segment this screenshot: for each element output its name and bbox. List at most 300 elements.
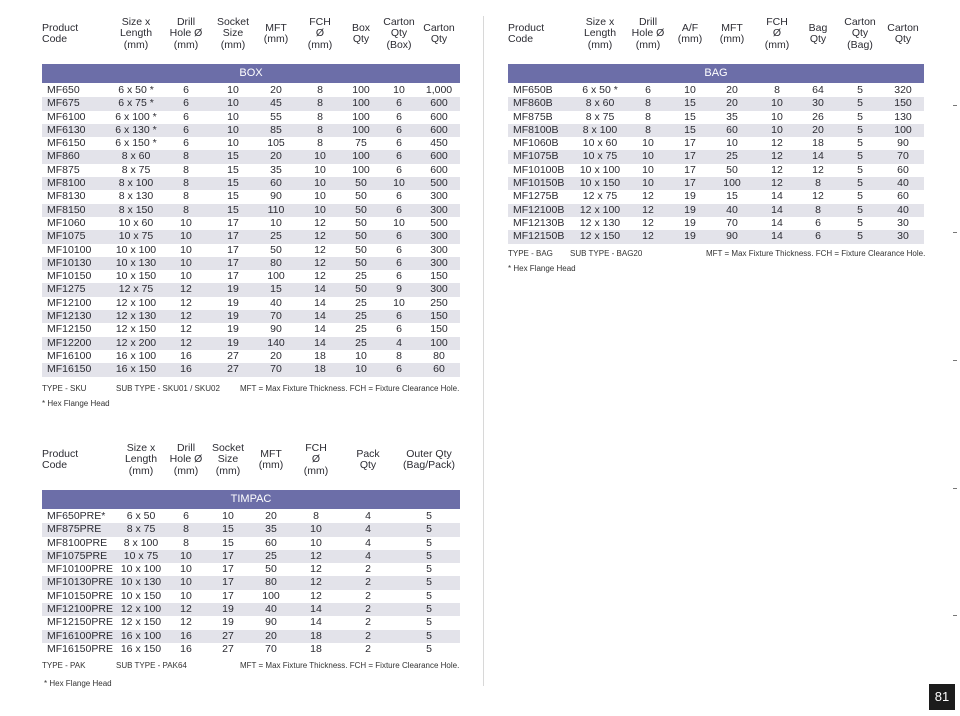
bag-table-cell: 12 x 130 — [576, 217, 624, 230]
box-table-cell: 8 — [160, 164, 212, 177]
box-product-code-cell: MF8150 — [42, 204, 112, 217]
timpac-table-row — [42, 643, 460, 656]
box-table-cell: 18 — [298, 363, 342, 376]
box-table-row — [42, 164, 460, 177]
timpac-table — [42, 510, 460, 656]
timpac-table-cell: 12 — [164, 616, 208, 629]
bag-table-cell: 8 — [624, 124, 672, 137]
timpac-table-cell: 6 x 50 — [118, 510, 164, 523]
bag-table-cell: 60 — [882, 164, 924, 177]
bag-table-cell: 5 — [838, 137, 882, 150]
box-table-cell: 250 — [418, 297, 460, 310]
box-table-cell: 6 — [380, 150, 418, 163]
timpac-table-cell: 27 — [208, 630, 248, 643]
box-table-row — [42, 350, 460, 363]
box-table-cell: 8 — [298, 137, 342, 150]
bag-table-cell: 10 x 100 — [576, 164, 624, 177]
bag-table-cell: 6 — [798, 217, 838, 230]
box-table-cell: 12 — [160, 283, 212, 296]
box-table-cell: 8 x 100 — [112, 177, 160, 190]
box-table-cell: 100 — [418, 337, 460, 350]
box-table-row — [42, 111, 460, 124]
box-table-cell: 100 — [342, 111, 380, 124]
box-table-cell: 10 — [160, 270, 212, 283]
box-table-cell: 19 — [212, 283, 254, 296]
box-table-cell: 300 — [418, 230, 460, 243]
box-table-cell: 55 — [254, 111, 298, 124]
box-table-cell: 10 — [298, 164, 342, 177]
timpac-table-cell: 8 x 100 — [118, 537, 164, 550]
box-hex-note: * Hex Flange Head — [42, 399, 110, 408]
box-table-row — [42, 204, 460, 217]
box-product-code-cell: MF1075 — [42, 230, 112, 243]
box-table-cell: 18 — [298, 350, 342, 363]
timpac-product-code-cell: MF875PRE — [42, 523, 118, 536]
timpac-header-socket-size: Socket Size (mm) — [211, 441, 245, 477]
bag-table-cell: 14 — [798, 150, 838, 163]
box-table-cell: 19 — [212, 297, 254, 310]
box-table-cell: 12 x 130 — [112, 310, 160, 323]
bag-header-af: A/F (mm) — [677, 21, 703, 45]
box-table-cell: 50 — [342, 283, 380, 296]
box-product-code-cell: MF10150 — [42, 270, 112, 283]
bag-table-cell: 10 x 75 — [576, 150, 624, 163]
box-table-cell: 600 — [418, 164, 460, 177]
bag-table-row — [508, 111, 924, 124]
box-table-cell: 6 — [380, 137, 418, 150]
bag-table-cell: 19 — [672, 230, 708, 243]
bag-table-cell: 10 — [708, 137, 756, 150]
box-product-code-cell: MF860 — [42, 150, 112, 163]
box-table-cell: 25 — [342, 337, 380, 350]
bag-table-cell: 70 — [882, 150, 924, 163]
timpac-table-cell: 5 — [398, 576, 460, 589]
box-table-cell: 500 — [418, 217, 460, 230]
timpac-table-cell: 5 — [398, 616, 460, 629]
timpac-table-cell: 5 — [398, 510, 460, 523]
bag-table-cell: 100 — [708, 177, 756, 190]
bag-table-cell: 5 — [838, 84, 882, 97]
box-table-cell: 10 — [160, 244, 212, 257]
box-table-cell: 50 — [254, 244, 298, 257]
box-table-cell: 27 — [212, 350, 254, 363]
box-table-cell: 17 — [212, 257, 254, 270]
bag-table-cell: 5 — [838, 97, 882, 110]
bag-table-cell: 5 — [838, 230, 882, 243]
timpac-table-cell: 60 — [248, 537, 294, 550]
bag-table-cell: 8 x 75 — [576, 111, 624, 124]
box-table-cell: 8 x 130 — [112, 190, 160, 203]
bag-table-cell: 12 x 100 — [576, 204, 624, 217]
timpac-table-cell: 4 — [338, 537, 398, 550]
box-table-cell: 10 — [160, 257, 212, 270]
box-table-cell: 6 — [380, 363, 418, 376]
box-table-cell: 10 — [380, 297, 418, 310]
box-table-cell: 10 — [212, 124, 254, 137]
edge-tick — [953, 488, 957, 489]
column-divider — [483, 16, 484, 686]
bag-table-cell: 26 — [798, 111, 838, 124]
box-table-cell: 17 — [212, 230, 254, 243]
box-table-cell: 10 x 100 — [112, 244, 160, 257]
timpac-table-cell: 5 — [398, 603, 460, 616]
timpac-table-cell: 20 — [248, 630, 294, 643]
bag-table-cell: 15 — [708, 190, 756, 203]
box-table-cell: 300 — [418, 244, 460, 257]
edge-tick — [953, 360, 957, 361]
timpac-table-cell: 12 — [294, 563, 338, 576]
box-table-cell: 10 — [380, 217, 418, 230]
box-product-code-cell: MF6130 — [42, 124, 112, 137]
box-table-cell: 12 — [298, 244, 342, 257]
box-table-cell: 6 — [160, 97, 212, 110]
bag-table-cell: 12 — [624, 190, 672, 203]
box-table-cell: 6 — [380, 97, 418, 110]
timpac-table-cell: 8 — [164, 537, 208, 550]
box-table-cell: 12 — [160, 323, 212, 336]
box-type-label: TYPE - SKU — [42, 384, 87, 393]
box-table-cell: 6 — [380, 230, 418, 243]
timpac-product-code-cell: MF8100PRE — [42, 537, 118, 550]
bag-table-cell: 60 — [708, 124, 756, 137]
box-table-cell: 16 x 100 — [112, 350, 160, 363]
timpac-table-cell: 80 — [248, 576, 294, 589]
edge-tick — [953, 105, 957, 106]
bag-table-cell: 6 — [798, 230, 838, 243]
box-table-cell: 70 — [254, 363, 298, 376]
timpac-table-cell: 4 — [338, 510, 398, 523]
box-table-row — [42, 297, 460, 310]
box-table-cell: 6 — [380, 270, 418, 283]
bag-table-cell: 12 — [798, 164, 838, 177]
timpac-table-cell: 10 x 75 — [118, 550, 164, 563]
box-table-cell: 8 — [298, 111, 342, 124]
box-table-row — [42, 337, 460, 350]
box-product-code-cell: MF1060 — [42, 217, 112, 230]
box-table-cell: 40 — [254, 297, 298, 310]
timpac-table-cell: 5 — [398, 523, 460, 536]
bag-table-cell: 150 — [882, 97, 924, 110]
bag-product-code-cell: MF875B — [508, 111, 576, 124]
bag-table-cell: 35 — [708, 111, 756, 124]
box-table-cell: 16 — [160, 350, 212, 363]
box-header-socket-size: Socket Size (mm) — [216, 15, 250, 51]
bag-table-cell: 5 — [838, 164, 882, 177]
bag-product-code-cell: MF10100B — [508, 164, 576, 177]
box-table-cell: 14 — [298, 283, 342, 296]
bag-product-code-cell: MF12150B — [508, 230, 576, 243]
bag-header-carton-qty-bag: Carton Qty (Bag) — [844, 15, 876, 51]
box-header-fch: FCH Ø (mm) — [307, 15, 333, 51]
timpac-table-cell: 8 — [164, 523, 208, 536]
timpac-table-cell: 5 — [398, 630, 460, 643]
bag-table-cell: 100 — [882, 124, 924, 137]
timpac-table-cell: 12 x 150 — [118, 616, 164, 629]
box-product-code-cell: MF1275 — [42, 283, 112, 296]
timpac-product-code-cell: MF16150PRE — [42, 643, 118, 656]
timpac-table-cell: 14 — [294, 616, 338, 629]
timpac-table-cell: 19 — [208, 603, 248, 616]
box-table-cell: 14 — [298, 310, 342, 323]
box-table-cell: 6 — [380, 190, 418, 203]
bag-table-cell: 18 — [798, 137, 838, 150]
timpac-product-code-cell: MF10100PRE — [42, 563, 118, 576]
bag-table-cell: 12 — [798, 190, 838, 203]
box-table-row — [42, 84, 460, 97]
bag-table-row — [508, 150, 924, 163]
box-table-cell: 1,000 — [418, 84, 460, 97]
bag-table-cell: 10 — [756, 111, 798, 124]
timpac-header-drill-hole: Drill Hole Ø (mm) — [169, 441, 203, 477]
bag-table-cell: 40 — [882, 204, 924, 217]
bag-header-fch: FCH Ø (mm) — [764, 15, 790, 51]
timpac-legend: MFT = Max Fixture Thickness. FCH = Fixture Clearance Hole. — [240, 661, 460, 670]
box-table-cell: 140 — [254, 337, 298, 350]
box-table-cell: 500 — [418, 177, 460, 190]
bag-table-cell: 90 — [882, 137, 924, 150]
bag-product-code-cell: MF1060B — [508, 137, 576, 150]
bag-table-cell: 12 — [624, 204, 672, 217]
bag-table-cell: 320 — [882, 84, 924, 97]
box-table-cell: 8 — [160, 190, 212, 203]
bag-table-cell: 40 — [708, 204, 756, 217]
bag-table-cell: 8 — [756, 84, 798, 97]
box-table-cell: 16 — [160, 363, 212, 376]
box-table-cell: 6 — [380, 124, 418, 137]
box-table-cell: 14 — [298, 297, 342, 310]
box-table-cell: 100 — [342, 164, 380, 177]
timpac-product-code-cell: MF10150PRE — [42, 590, 118, 603]
bag-product-code-cell: MF860B — [508, 97, 576, 110]
box-table-cell: 10 — [298, 204, 342, 217]
box-table-cell: 10 x 60 — [112, 217, 160, 230]
box-table-cell: 10 — [380, 84, 418, 97]
box-product-code-cell: MF650 — [42, 84, 112, 97]
box-table-cell: 10 — [160, 217, 212, 230]
box-table-cell: 50 — [342, 177, 380, 190]
box-table-cell: 50 — [342, 244, 380, 257]
box-table-cell: 6 x 130 * — [112, 124, 160, 137]
bag-product-code-cell: MF12100B — [508, 204, 576, 217]
bag-table-cell: 5 — [838, 177, 882, 190]
box-table-row — [42, 97, 460, 110]
box-table-cell: 20 — [254, 150, 298, 163]
box-table-cell: 8 x 150 — [112, 204, 160, 217]
timpac-table-cell: 17 — [208, 550, 248, 563]
box-table-cell: 600 — [418, 111, 460, 124]
bag-table-cell: 60 — [882, 190, 924, 203]
box-table-cell: 600 — [418, 124, 460, 137]
timpac-header-mft: MFT (mm) — [258, 447, 284, 471]
timpac-table-cell: 2 — [338, 603, 398, 616]
box-table-cell: 25 — [342, 323, 380, 336]
edge-tick — [953, 232, 957, 233]
box-table-row — [42, 283, 460, 296]
timpac-table-cell: 10 — [164, 576, 208, 589]
box-table-row — [42, 310, 460, 323]
box-table-cell: 20 — [254, 84, 298, 97]
timpac-table-cell: 6 — [164, 510, 208, 523]
bag-table-cell: 64 — [798, 84, 838, 97]
box-table-cell: 10 x 150 — [112, 270, 160, 283]
timpac-table-cell: 2 — [338, 616, 398, 629]
bag-table — [508, 84, 924, 244]
timpac-table-cell: 16 — [164, 630, 208, 643]
bag-header-carton-qty: Carton Qty — [887, 21, 919, 45]
bag-table-row — [508, 84, 924, 97]
box-table-cell: 60 — [254, 177, 298, 190]
bag-type-label: TYPE - BAG — [508, 249, 553, 258]
box-table-cell: 15 — [212, 190, 254, 203]
box-table-cell: 25 — [254, 230, 298, 243]
box-table-cell: 90 — [254, 323, 298, 336]
bag-table-cell: 40 — [882, 177, 924, 190]
box-product-code-cell: MF10130 — [42, 257, 112, 270]
box-table-cell: 10 — [380, 177, 418, 190]
box-table-cell: 150 — [418, 270, 460, 283]
bag-subtype-label: SUB TYPE - BAG20 — [570, 249, 643, 258]
timpac-table-row — [42, 537, 460, 550]
timpac-table-cell: 12 x 100 — [118, 603, 164, 616]
box-table-cell: 15 — [212, 204, 254, 217]
timpac-table-cell: 16 x 150 — [118, 643, 164, 656]
box-header-carton-qty-box: Carton Qty (Box) — [383, 15, 415, 51]
box-table-cell: 10 — [160, 230, 212, 243]
box-table-cell: 85 — [254, 124, 298, 137]
box-table-cell: 15 — [212, 177, 254, 190]
bag-table-cell: 6 — [624, 84, 672, 97]
box-table-cell: 10 — [342, 350, 380, 363]
bag-table-cell: 19 — [672, 190, 708, 203]
box-table-cell: 600 — [418, 150, 460, 163]
timpac-table-cell: 16 x 100 — [118, 630, 164, 643]
box-table-cell: 8 x 75 — [112, 164, 160, 177]
bag-table-cell: 5 — [838, 111, 882, 124]
box-product-code-cell: MF8130 — [42, 190, 112, 203]
timpac-table-cell: 2 — [338, 590, 398, 603]
timpac-table-cell: 12 — [294, 590, 338, 603]
bag-table-row — [508, 230, 924, 243]
bag-header-bag-qty: Bag Qty — [808, 21, 828, 45]
bag-table-cell: 15 — [672, 111, 708, 124]
bag-table-cell: 20 — [798, 124, 838, 137]
box-table-cell: 50 — [342, 230, 380, 243]
bag-table-cell: 25 — [708, 150, 756, 163]
box-table-cell: 50 — [342, 204, 380, 217]
bag-product-code-cell: MF12130B — [508, 217, 576, 230]
box-header-carton-qty: Carton Qty — [423, 21, 455, 45]
bag-table-cell: 17 — [672, 150, 708, 163]
bag-band-title: BAG — [508, 64, 924, 83]
bag-table-cell: 90 — [708, 230, 756, 243]
bag-table-cell: 15 — [672, 124, 708, 137]
box-table-cell: 80 — [254, 257, 298, 270]
box-table-cell: 9 — [380, 283, 418, 296]
box-table-row — [42, 270, 460, 283]
box-product-code-cell: MF875 — [42, 164, 112, 177]
timpac-table-cell: 17 — [208, 576, 248, 589]
timpac-table-row — [42, 550, 460, 563]
bag-table-cell: 12 — [756, 164, 798, 177]
bag-table-row — [508, 124, 924, 137]
bag-table-cell: 10 — [624, 177, 672, 190]
bag-table-cell: 19 — [672, 204, 708, 217]
timpac-table-cell: 15 — [208, 537, 248, 550]
box-table-cell: 70 — [254, 310, 298, 323]
box-table-cell: 10 — [212, 111, 254, 124]
box-product-code-cell: MF16100 — [42, 350, 112, 363]
bag-table-cell: 8 — [798, 204, 838, 217]
box-table-cell: 6 — [160, 111, 212, 124]
timpac-table-cell: 2 — [338, 563, 398, 576]
box-table-cell: 450 — [418, 137, 460, 150]
box-table-cell: 10 x 75 — [112, 230, 160, 243]
box-table-row — [42, 177, 460, 190]
edge-tick — [953, 615, 957, 616]
box-table-cell: 600 — [418, 97, 460, 110]
bag-table-cell: 8 x 60 — [576, 97, 624, 110]
box-table-cell: 6 x 100 * — [112, 111, 160, 124]
box-table-cell: 10 — [212, 97, 254, 110]
timpac-table-cell: 2 — [338, 630, 398, 643]
box-table-row — [42, 230, 460, 243]
timpac-table-cell: 18 — [294, 630, 338, 643]
timpac-table-cell: 50 — [248, 563, 294, 576]
box-table-cell: 17 — [212, 244, 254, 257]
timpac-table-cell: 12 — [294, 550, 338, 563]
box-product-code-cell: MF675 — [42, 97, 112, 110]
box-table-cell: 12 x 100 — [112, 297, 160, 310]
box-table-cell: 100 — [342, 97, 380, 110]
bag-table-cell: 10 — [756, 97, 798, 110]
timpac-table-cell: 10 x 130 — [118, 576, 164, 589]
timpac-table-cell: 10 — [294, 523, 338, 536]
box-table-row — [42, 190, 460, 203]
timpac-table-cell: 4 — [338, 550, 398, 563]
bag-table-row — [508, 97, 924, 110]
bag-hex-note: * Hex Flange Head — [508, 264, 576, 273]
bag-table-cell: 17 — [672, 177, 708, 190]
bag-table-cell: 17 — [672, 137, 708, 150]
box-table-cell: 19 — [212, 337, 254, 350]
box-table-cell: 75 — [342, 137, 380, 150]
box-table-cell: 50 — [342, 190, 380, 203]
bag-header-mft: MFT (mm) — [719, 21, 745, 45]
box-table-cell: 15 — [212, 150, 254, 163]
box-table-cell: 6 — [380, 204, 418, 217]
timpac-table-row — [42, 576, 460, 589]
box-table-cell: 6 — [380, 244, 418, 257]
page-number: 81 — [929, 684, 955, 710]
bag-table-cell: 12 — [624, 217, 672, 230]
timpac-table-cell: 14 — [294, 603, 338, 616]
box-product-code-cell: MF12130 — [42, 310, 112, 323]
timpac-table-row — [42, 616, 460, 629]
bag-table-row — [508, 164, 924, 177]
box-table-cell: 100 — [254, 270, 298, 283]
box-table-row — [42, 150, 460, 163]
box-table-cell: 300 — [418, 204, 460, 217]
timpac-table-cell: 19 — [208, 616, 248, 629]
timpac-header-fch: FCH Ø (mm) — [303, 441, 329, 477]
box-table-cell: 8 — [380, 350, 418, 363]
timpac-table-row — [42, 523, 460, 536]
box-table-cell: 6 x 50 * — [112, 84, 160, 97]
timpac-header-row — [42, 440, 460, 480]
box-table-cell: 19 — [212, 323, 254, 336]
timpac-table-cell: 10 — [164, 563, 208, 576]
bag-header-size-length: Size x Length (mm) — [583, 15, 617, 51]
